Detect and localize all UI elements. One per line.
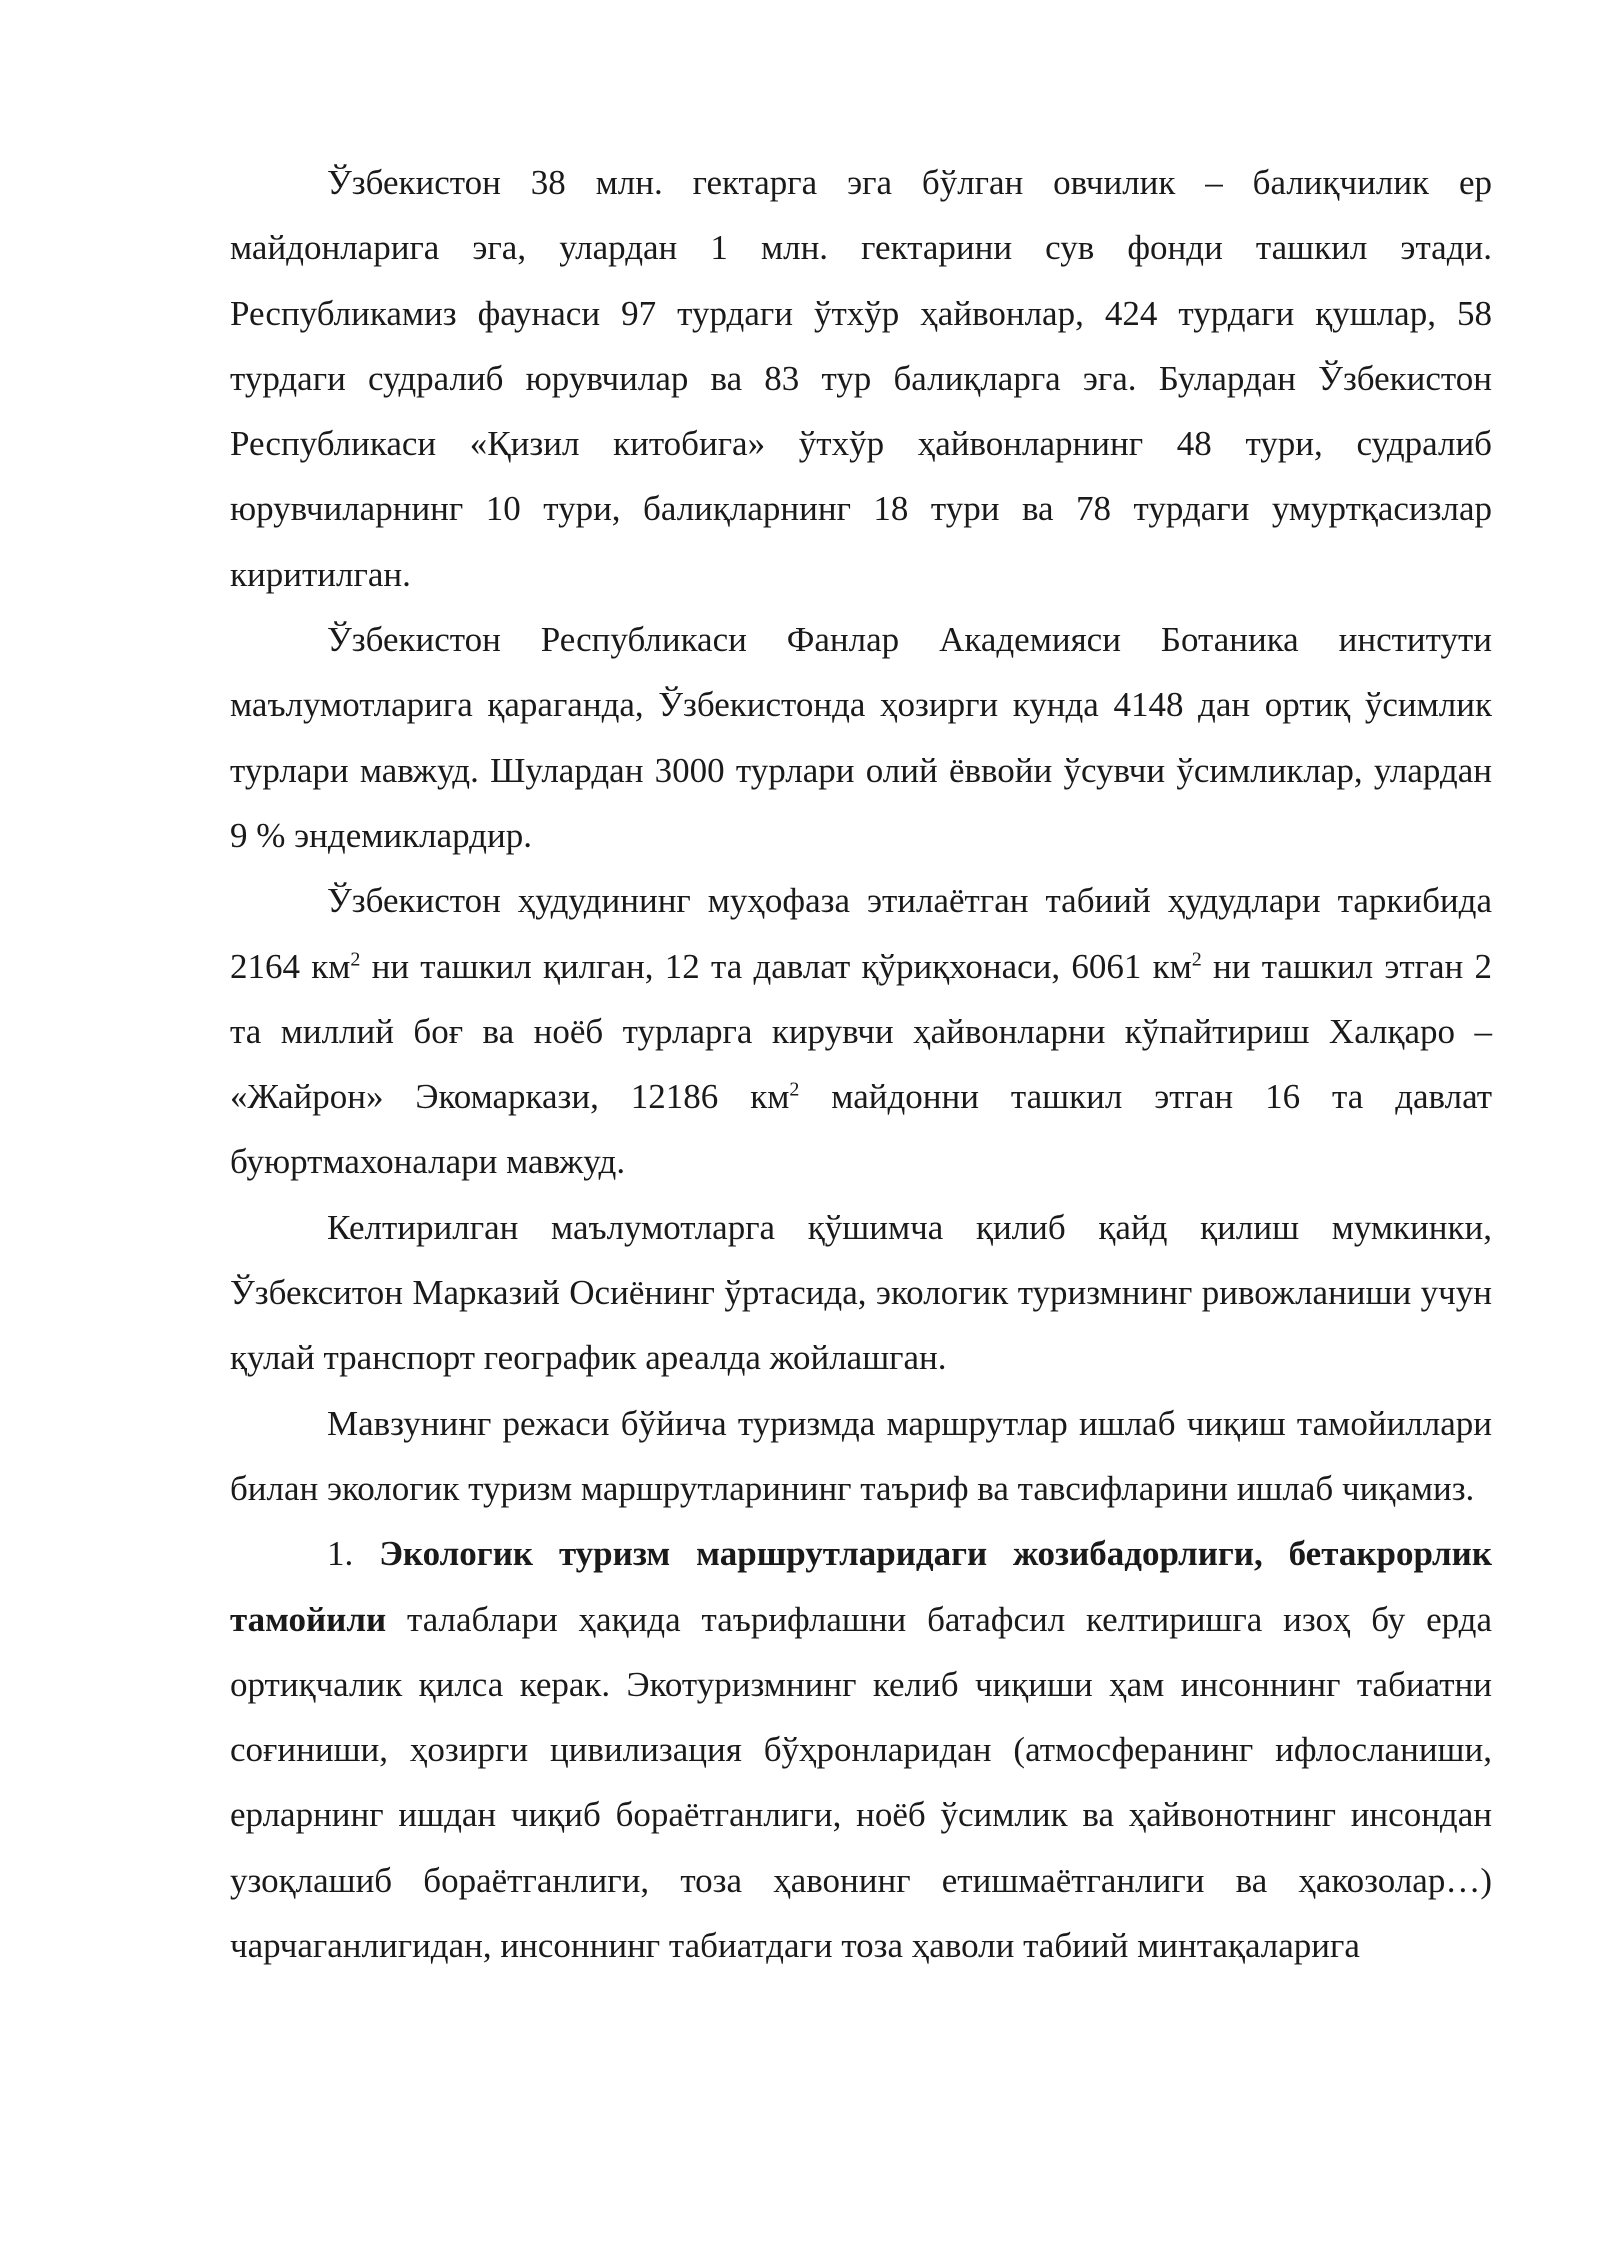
paragraph-protected-areas (230, 868, 1492, 1194)
principle-text: талаблари ҳақида таърифлашни батафсил келтиришга изоҳ бу ерда ортиқчалик қилса керак. Экотуризмнинг келиб чиқиши ҳам инсоннинг табиатни соғиниши, ҳозирги цивилизация бўҳронларидан (атмосферанинг ифлосланиши, ерларнинг ишдан чиқиб бораётганлиги, ноёб ўсимлик ва ҳайвонотнинг инсондан узоқлашиб бораётганлиги, тоза ҳавонинг етишмаётганлиги ва ҳакозолар…) чарчаганлигидан, инсоннинг табиатдаги тоза ҳаволи табиий минтақаларига (230, 1599, 1492, 1966)
principle-heading: Экологик туризм маршрутларидаги жозибадорлиги, бетакрорлик тамойили (230, 1534, 1493, 1639)
superscript-3: 2 (789, 1078, 800, 1101)
protected-areas-text-2: ни ташкил қилган, 12 та давлат қўриқхонаси, 6061 км (360, 946, 1192, 986)
paragraph-flora: Ўзбекистон Республикаси Фанлар Академияси Ботаника институти маълумотларига қараганда, Ўзбекистонда ҳозирги кунда 4148 дан ортиқ ўсимлик турлари мавжуд. Шулардан 3000 турлари олий ёввойи ўсувчи ўсимликлар, улардан 9 % эндемиклардир. (230, 620, 1492, 855)
superscript-1: 2 (350, 947, 361, 970)
paragraph-fauna: Ўзбекистон 38 млн. гектарга эга бўлган овчилик – балиқчилик ер майдонларига эга, улардан 1 млн. гектарини сув фонди ташкил этади. Республикамиз фаунаси 97 турдаги ўтхўр ҳайвонлар, 424 турдаги қушлар, 58 турдаги судралиб юрувчилар ва 83 тур балиқларга эга. Булардан Ўзбекистон Республикаси «Қизил китобига» ўтхўр ҳайвонларнинг 48 тури, судралиб юрувчиларнинг 10 тури, балиқларнинг 18 тури ва 78 турдаги умуртқасизлар киритилган. (230, 163, 1492, 594)
document-page (230, 150, 1492, 1978)
protected-areas-text-4: майдонни ташкил этган 16 та давлат буюртмахоналари мавжуд. (230, 1077, 1493, 1182)
superscript-2: 2 (1191, 947, 1202, 970)
paragraph-plan: Мавзунинг режаси бўйича туризмда маршрутлар ишлаб чиқиш тамойиллари билан экологик туризм маршрутларининг таъриф ва тавсифларини ишлаб чиқамиз. (230, 1403, 1492, 1508)
paragraph-location: Келтирилган маълумотларга қўшимча қилиб қайд қилиш мумкинки, Ўзбекситон Марказий Осиёнинг ўртасида, экологик туризмнинг ривожланиши учун қулай транспорт географик ареалда жойлашган. (230, 1207, 1492, 1378)
protected-areas-text-3: ни ташкил этган 2 та миллий боғ ва ноёб турларга кирувчи ҳайвонларни кўпайтириш Халқаро – «Жайрон» Экомаркази, 12186 км (230, 946, 1492, 1117)
list-number: 1. (327, 1534, 380, 1574)
protected-areas-text-1: Ўзбекистон ҳудудининг муҳофаза этилаётган табиий ҳудудлари таркибида 2164 км (230, 881, 1492, 986)
paragraph-principle-1 (230, 1521, 1492, 1978)
